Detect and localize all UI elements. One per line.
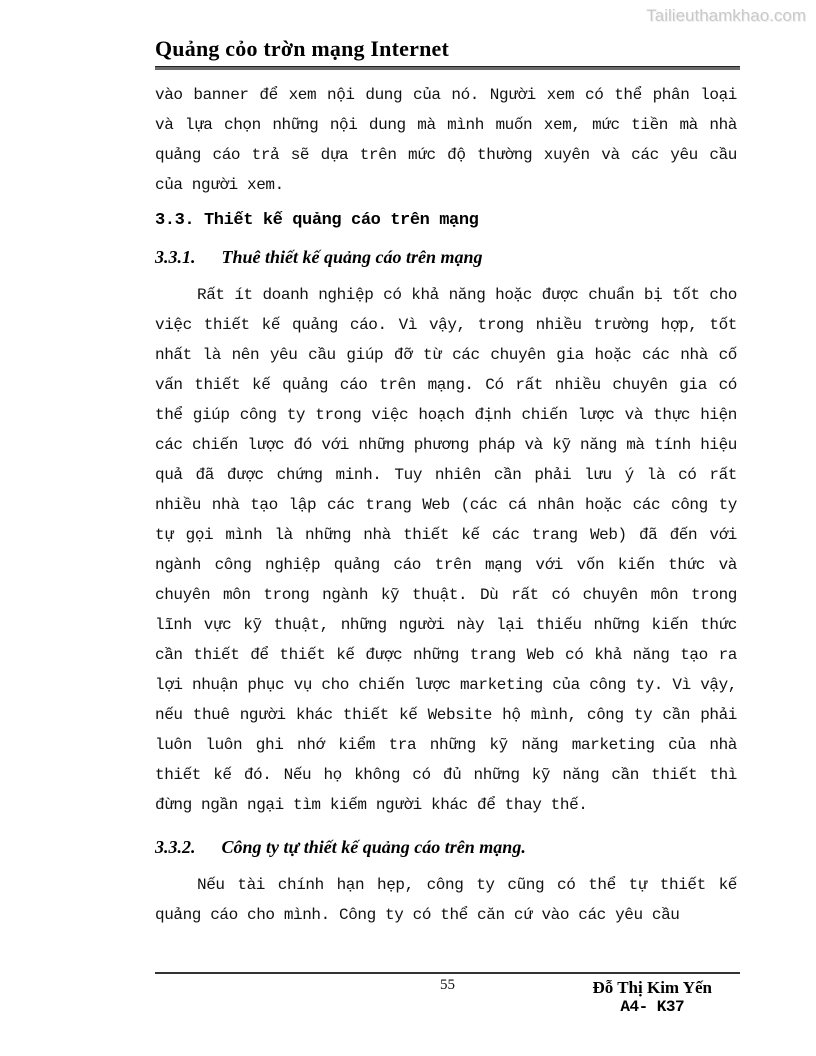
page-footer xyxy=(155,972,740,1016)
subsection-number: 3.3.1. xyxy=(155,247,196,267)
page-title: Quảng cỏo trờn mạng Internet xyxy=(155,36,449,61)
page-number: 55 xyxy=(440,977,455,993)
subsection-title: Thuê thiết kế quảng cáo trên mạng xyxy=(221,247,483,267)
subsection-heading-3-3-2 xyxy=(155,837,737,858)
subsection-heading-3-3-1 xyxy=(155,247,737,268)
paragraph-self-design: Nếu tài chính hạn hẹp, công ty cũng có thể tự thiết kế quảng cáo cho mình. Công ty có thể căn cứ vào các yêu cầu xyxy=(155,876,737,924)
paragraph-intro: vào banner để xem nội dung của nó. Người xem có thể phân loại và lựa chọn những nội dung mà mình muốn xem, mức tiền mà nhà quảng cáo trả sẽ dựa trên mức độ thường xuyên và các yêu cầu của người xem. xyxy=(155,86,737,194)
section-heading-3-3: 3.3. Thiết kế quảng cáo trên mạng xyxy=(155,211,479,230)
author-class: A4- K37 xyxy=(620,998,685,1016)
document-body xyxy=(155,80,737,930)
subsection-number: 3.3.2. xyxy=(155,837,196,857)
author-name: Đỗ Thị Kim Yến xyxy=(592,978,712,997)
paragraph-hire-designers: Rất ít doanh nghiệp có khả năng hoặc được chuẩn bị tốt cho việc thiết kế quảng cáo. Vì vậy, trong nhiều trường hợp, tốt nhất là nên yêu cầu giúp đỡ từ các chuyên gia hoặc các nhà cố vấn thiết kế quảng cáo trên mạng. Có rất nhiều chuyên gia có thể giúp công ty trong việc hoạch định chiến lược và thực hiện các chiến lược đó với những phương pháp và kỹ năng mà tính hiệu quả đã được chứng minh. Tuy nhiên cần phải lưu ý là có rất nhiều nhà tạo lập các trang Web (các cá nhân hoặc các công ty tự gọi mình là những nhà thiết kế các trang Web) đã đến với ngành công nghiệp quảng cáo trên mạng với vốn kiến thức và chuyên môn trong ngành kỹ thuật. Dù rất có chuyên môn trong lĩnh vực kỹ thuật, những người này lại thiếu những kiến thức cần thiết để thiết kế được những trang Web có khả năng tạo ra lợi nhuận phục vụ cho chiến lược marketing của công ty. Vì vậy, nếu thuê người khác thiết kế Website hộ mình, công ty cần phải luôn luôn ghi nhớ kiểm tra những kỹ năng marketing của nhà thiết kế đó. Nếu họ không có đủ những kỹ năng cần thiết thì đừng ngần ngại tìm kiếm người khác để thay thế. xyxy=(155,286,737,814)
page-header xyxy=(155,36,740,70)
watermark: Tailieuthamkhao.com xyxy=(646,6,806,25)
author-signature xyxy=(593,978,713,1016)
subsection-title: Công ty tự thiết kế quảng cáo trên mạng. xyxy=(221,837,526,857)
header-rule xyxy=(155,66,740,70)
footer-rule xyxy=(155,972,740,974)
